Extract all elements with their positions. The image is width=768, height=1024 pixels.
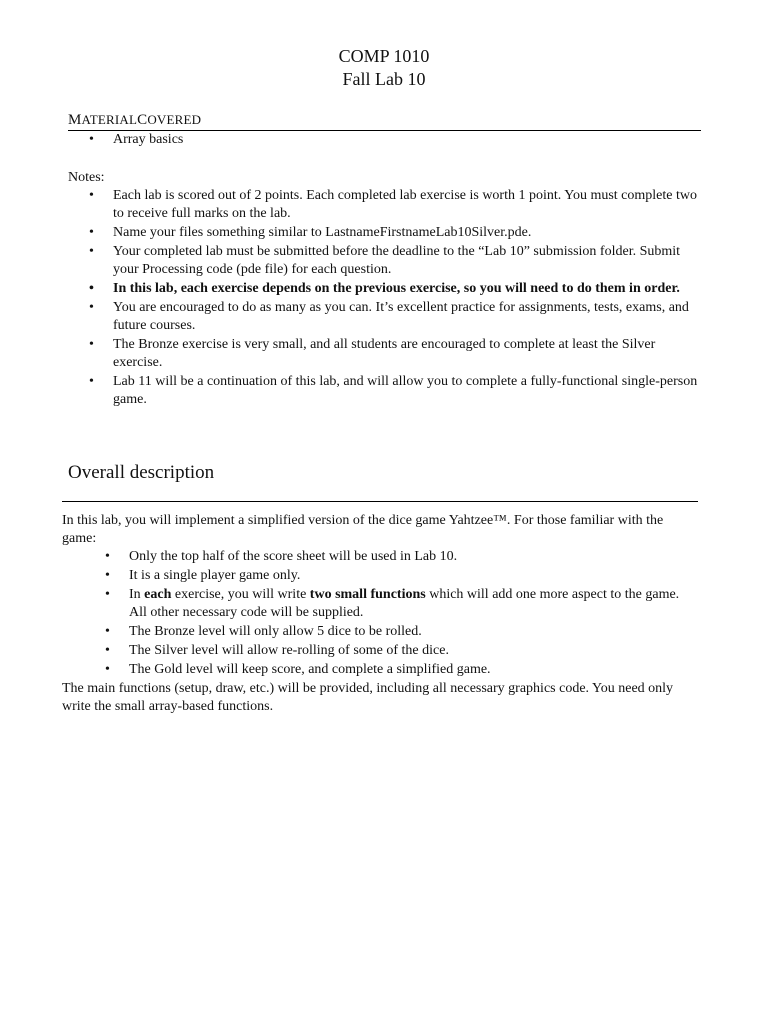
overall-closing: The main functions (setup, draw, etc.) will be provided, including all necessary graphics code. You need only write the small array-based functions. [62, 681, 674, 714]
material-list [113, 131, 703, 149]
material-covered-heading: MATERIALCOVERED [68, 112, 202, 128]
list-item: • Array basics [113, 131, 703, 149]
list-item: • It is a single player game only. [129, 567, 699, 585]
list-item: • The Gold level will keep score, and complete a simplified game. [129, 661, 699, 679]
list-item: • In this lab, each exercise depends on the previous exercise, so you will need to do them in order. [113, 280, 705, 298]
section-divider [62, 501, 698, 502]
list-item: • You are encouraged to do as many as you can. It’s excellent practice for assignments, tests, exams, and future courses. [113, 299, 705, 335]
list-item: • Your completed lab must be submitted before the deadline to the “Lab 10” submission folder. Submit your Processing code (pde file) for each question. [113, 243, 705, 279]
course-title: COMP 1010 [338, 46, 430, 66]
lab-title: Fall Lab 10 [342, 69, 426, 89]
overall-description-heading: Overall description [68, 462, 215, 483]
notes-label: Notes: [68, 170, 105, 185]
list-item: • Each lab is scored out of 2 points. Each completed lab exercise is worth 1 point. You must complete two to receive full marks on the lab. [113, 187, 705, 223]
list-item: • Only the top half of the score sheet will be used in Lab 10. [129, 548, 699, 566]
list-item: • The Bronze exercise is very small, and all students are encouraged to complete at least the Silver exercise. [113, 336, 705, 372]
overall-intro: In this lab, you will implement a simplified version of the dice game Yahtzee™. For those familiar with the game: [62, 513, 664, 546]
list-item: • The Bronze level will only allow 5 dice to be rolled. [129, 623, 699, 641]
list-item: • Name your files something similar to LastnameFirstnameLab10Silver.pde. [113, 224, 705, 242]
list-item: • In each exercise, you will write two small functions which will add one more aspect to the game. All other necessary code will be supplied. [129, 586, 699, 622]
notes-list [113, 187, 705, 410]
list-item: • Lab 11 will be a continuation of this lab, and will allow you to complete a fully-functional single-person game. [113, 373, 705, 409]
list-item: • The Silver level will allow re-rolling of some of the dice. [129, 642, 699, 660]
overall-list [129, 548, 699, 680]
